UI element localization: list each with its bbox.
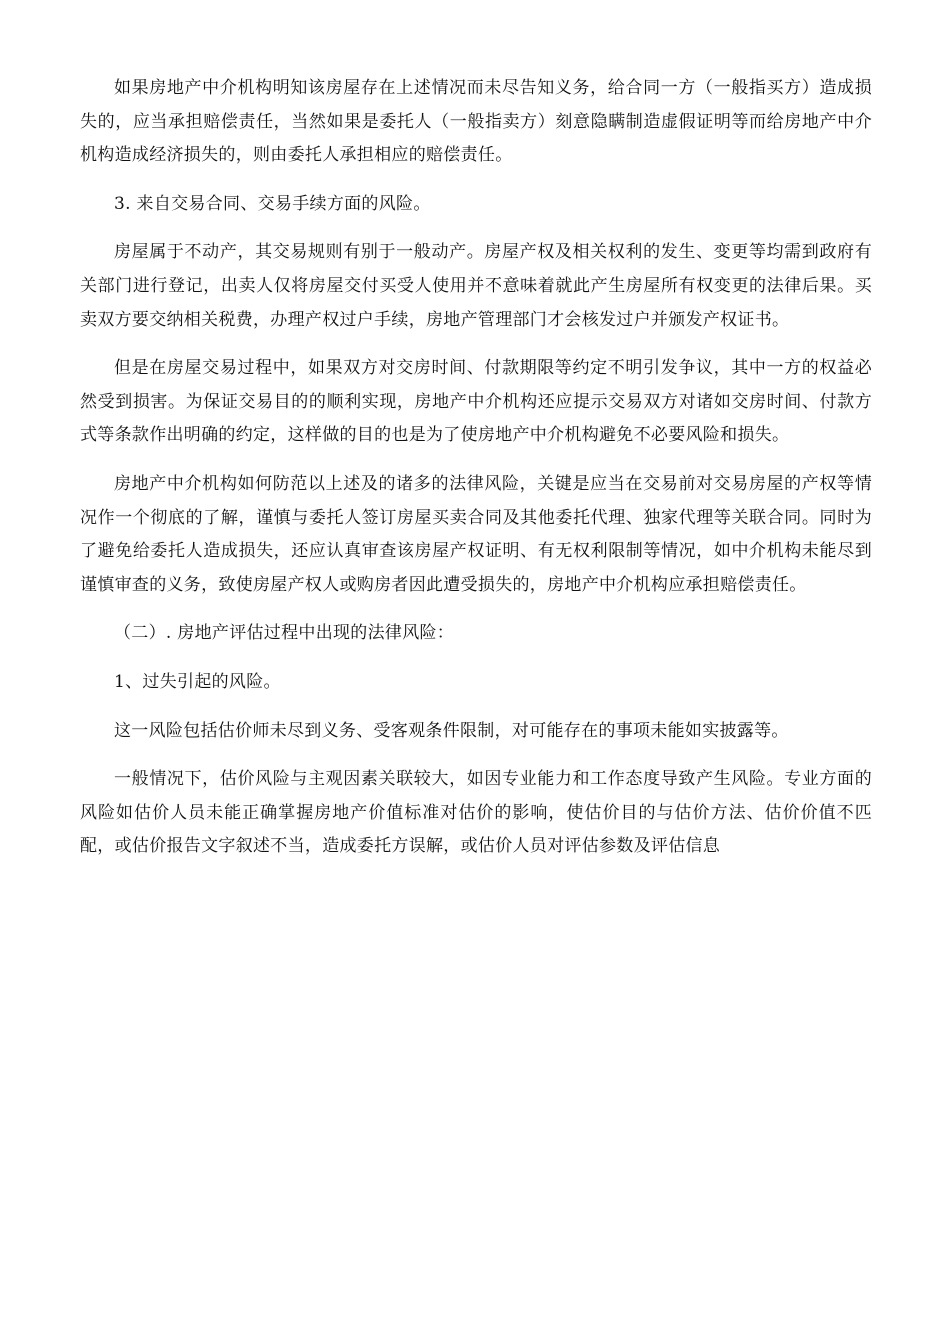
- heading-negligence-risk: 1、过失引起的风险。: [114, 671, 281, 692]
- paragraph-risk-prevention: 房地产中介机构如何防范以上述及的诸多的法律风险，关键是应当在交易前对交易房屋的产权等情况作一个彻底的了解，谨慎与委托人签订房屋买卖合同及其他委托代理、独家代理等关联合同。同时为了避免给委托人造成损失，还应认真审查该房屋产权证明、有无权利限制等情况，如中介机构未能尽到谨慎审查的义务，致使房屋产权人或购房者因此遭受损失的，房地产中介机构应承担赔偿责任。: [80, 473, 872, 595]
- paragraph-transaction-disputes: 但是在房屋交易过程中，如果双方对交房时间、付款期限等约定不明引发争议，其中一方的权益必然受到损害。为保证交易目的的顺利实现，房地产中介机构还应提示交易双方对诸如交房时间、付款方式等条款作出明确的约定，这样做的目的也是为了使房地产中介机构避免不必要风险和损失。: [80, 358, 872, 446]
- document-body: [80, 72, 872, 879]
- paragraph-appraisal-factors: 一般情况下，估价风险与主观因素关联较大，如因专业能力和工作态度导致产生风险。专业方面的风险如估价人员未能正确掌握房地产价值标准对估价的影响，使估价目的与估价方法、估价价值不匹配，或估价报告文字叙述不当，造成委托方误解，或估价人员对评估参数及评估信息: [80, 769, 872, 857]
- heading-appraisal-risk: （二）. 房地产评估过程中出现的法律风险：: [114, 623, 455, 644]
- paragraph-negligence-scope: 这一风险包括估价师未尽到义务、受客观条件限制，对可能存在的事项未能如实披露等。: [114, 720, 789, 741]
- paragraph-property-rules: 房屋属于不动产，其交易规则有别于一般动产。房屋产权及相关权利的发生、变更等均需到政府有关部门进行登记，出卖人仅将房屋交付买受人使用并不意味着就此产生房屋所有权变更的法律后果。买卖双方要交纳相关税费，办理产权过户手续，房地产管理部门才会核发过户并颁发产权证书。: [80, 242, 872, 330]
- paragraph-broker-liability: 如果房地产中介机构明知该房屋存在上述情况而未尽告知义务，给合同一方（一般指买方）造成损失的，应当承担赔偿责任，当然如果是委托人（一般指卖方）刻意隐瞒制造虚假证明等而给房地产中介机构造成经济损失的，则由委托人承担相应的赔偿责任。: [80, 78, 872, 166]
- heading-transaction-risk: 3. 来自交易合同、交易手续方面的风险。: [114, 193, 431, 214]
